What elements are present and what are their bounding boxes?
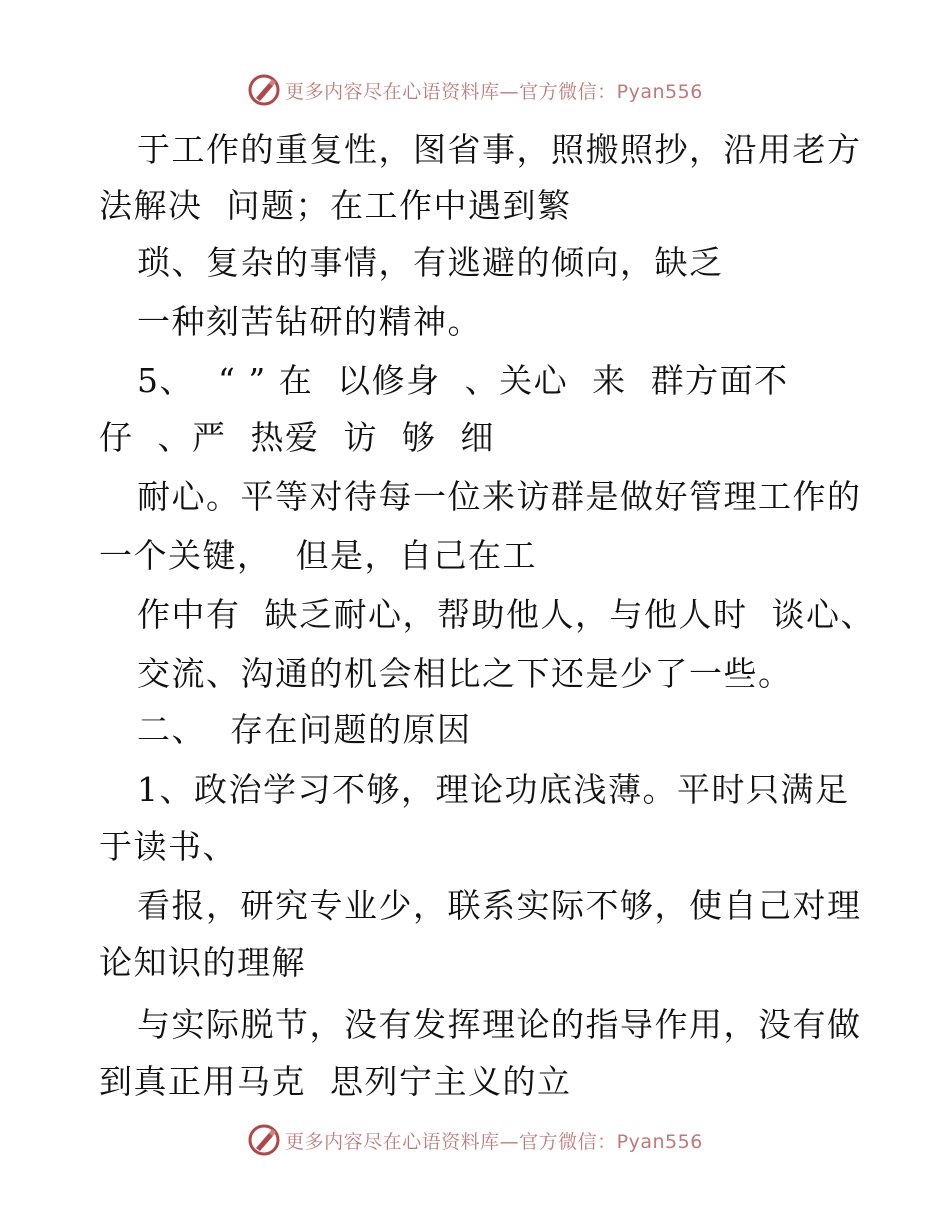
body-line: 一种刻苦钻研的精神。	[137, 302, 482, 341]
body-line: 仔 、严 热爱 访 够 细	[99, 418, 495, 457]
body-line: 到真正用马克 思列宁主义的立	[99, 1062, 572, 1101]
watermark-text: 更多内容尽在心语资料库—官方微信：Pyan556	[285, 80, 703, 103]
body-line: 耐心。平等对待每一位来访群是做好管理工作的	[137, 477, 862, 516]
body-line: 5、 “ ” 在 以修身 、关心 来 群方面不	[137, 361, 789, 400]
body-line: 于读书、	[99, 827, 237, 866]
brush-pen-logo-icon	[247, 73, 281, 107]
body-line: 作中有 缺乏耐心，帮助他人，与他人时 谈心、	[137, 595, 875, 634]
footer-watermark	[0, 1120, 950, 1160]
body-line: 一个关键， 但是，自己在工	[99, 536, 537, 575]
body-line: 法解决 问题；在工作中遇到繁	[99, 186, 572, 225]
body-line: 看报，研究专业少，联系实际不够，使自己对理	[137, 886, 862, 925]
watermark-text: 更多内容尽在心语资料库—官方微信：Pyan556	[285, 1130, 703, 1153]
body-line: 论知识的理解	[99, 943, 306, 982]
body-line: 琐、复杂的事情，有逃避的倾向，缺乏	[137, 243, 724, 282]
header-watermark	[0, 70, 950, 110]
body-line: 交流、沟通的机会相比之下还是少了一些。	[137, 654, 793, 693]
body-line: 与实际脱节，没有发挥理论的指导作用，没有做	[137, 1005, 862, 1044]
body-line: 于工作的重复性，图省事，照搬照抄，沿用老方	[137, 130, 862, 169]
body-line: 二、 存在问题的原因	[137, 710, 472, 749]
body-line: 1、政治学习不够，理论功底浅薄。平时只满足	[137, 770, 850, 809]
brush-pen-logo-icon	[247, 1123, 281, 1157]
